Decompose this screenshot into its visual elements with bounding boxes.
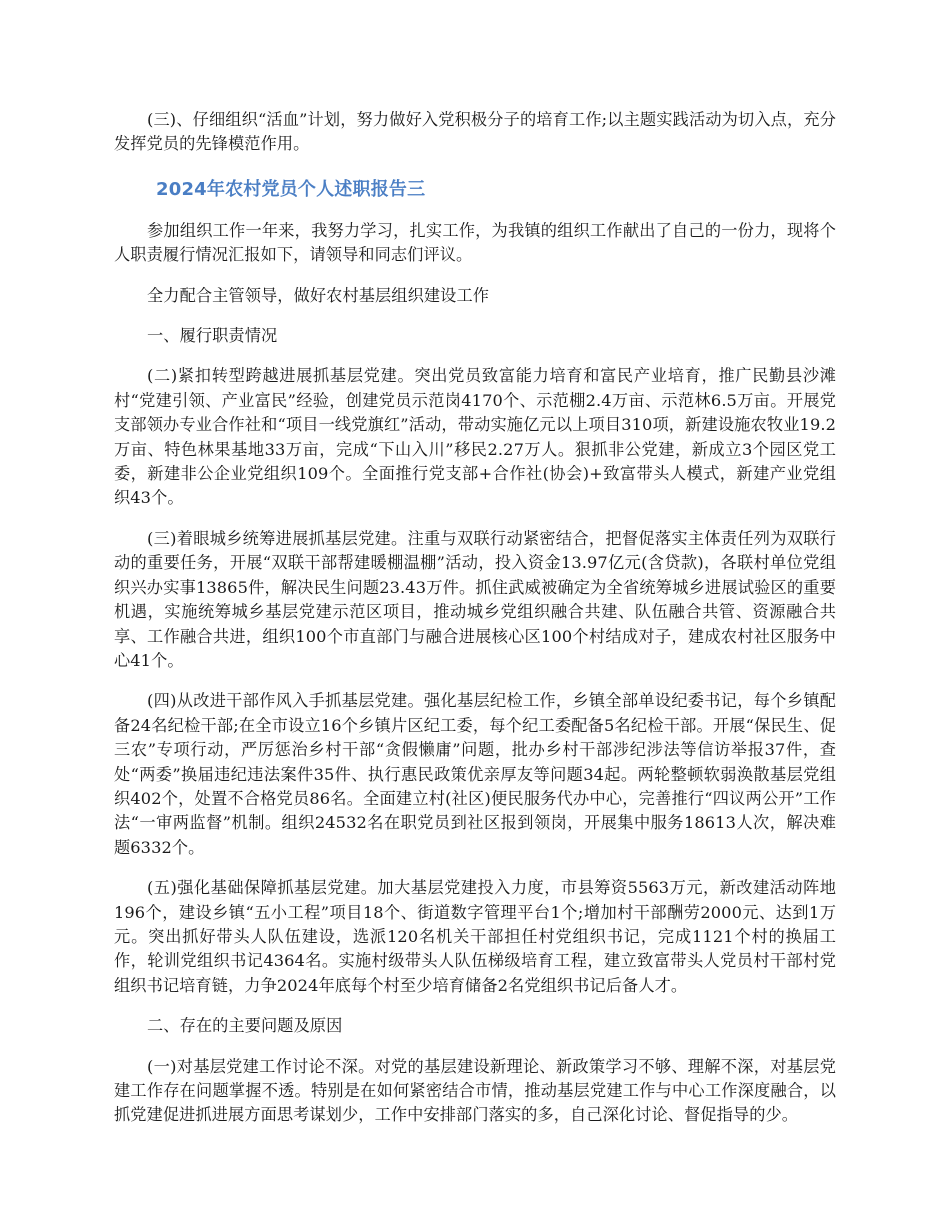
body-paragraph-item-2: (二)紧扣转型跨越进展抓基层党建。突出党员致富能力培育和富民产业培育，推广民勤县沙滩村“党建引领、产业富民”经验，创建党员示范岗4170个、示范棚2.4万亩、示范林6.5万亩。开展党支部领办专业合作社和“项目一线党旗红”活动，带动实施亿元以上项目310项，新建设施农牧业19.2万亩、特色林果基地33万亩，完成“下山入川”移民2.27万人。狠抓非公党建，新成立3个园区党工委，新建非公企业党组织109个。全面推行党支部+合作社(协会)+致富带头人模式，新建产业党组织43个。 [114,366,836,508]
body-paragraph-item-5: (五)强化基础保障抓基层党建。加大基层党建投入力度，市县筹资5563万元，新改建活动阵地196个，建设乡镇“五小工程”项目18个、街道数字管理平台1个;增加村干部酬劳2000元、达到1万元。突出抓好带头人队伍建设，选派120名机关干部担任村党组织书记，完成1121个村的换届工作，轮训党组织书记4364名。实施村级带头人队伍梯级培育工程，建立致富带头人党员村干部村党组织书记培育链，力争2024年底每个村至少培育储备2名党组织书记后备人才。 [114,878,836,995]
section-title-duties: 一、履行职责情况 [147,326,278,346]
body-paragraph-item-3: (三)着眼城乡统筹进展抓基层党建。注重与双联行动紧密结合，把督促落实主体责任列为双联行动的重要任务，开展“双联干部帮建暖棚温棚”活动，投入资金13.97亿元(含贷款)，各联村单位党组织兴办实事13865件，解决民生问题23.43万件。抓住武威被确定为全省统筹城乡进展试验区的重要机遇，实施统筹城乡基层党建示范区项目，推动城乡党组织融合共建、队伍融合共管、资源融合共享、工作融合共进，组织100个市直部门与融合进展核心区100个村结成对子，建成农村社区服务中心41个。 [114,528,836,670]
intro-paragraph: (三)、仔细组织“活血”计划，努力做好入党积极分子的培育工作;以主题实践活动为切入点，充分发挥党员的先锋模范作用。 [114,110,836,154]
body-paragraph-subtitle: 全力配合主管领导，做好农村基层组织建设工作 [147,285,490,305]
body-paragraph-opening: 参加组织工作一年来，我努力学习，扎实工作，为我镇的组织工作献出了自己的一份力，现将个人职责履行情况汇报如下，请领导和同志们评议。 [114,220,836,265]
section-heading: 2024年农村党员个人述职报告三 [156,178,426,200]
section-title-problems: 二、存在的主要问题及原因 [147,1016,343,1036]
body-paragraph-problem-1: (一)对基层党建工作讨论不深。对党的基层建设新理论、新政策学习不够、理解不深，对基层党建工作存在问题掌握不透。特别是在如何紧密结合市情，推动基层党建工作与中心工作深度融合，以抓党建促进抓进展方面思考谋划少，工作中安排部门落实的多，自己深化讨论、督促指导的少。 [114,1056,836,1125]
body-paragraph-item-4: (四)从改进干部作风入手抓基层党建。强化基层纪检工作，乡镇全部单设纪委书记，每个乡镇配备24名纪检干部;在全市设立16个乡镇片区纪工委，每个纪工委配备5名纪检干部。开展“保民生、促三农”专项行动，严厉惩治乡村干部“贪假懒庸”问题，批办乡村干部涉纪涉法等信访举报37件，查处“两委”换届违纪违法案件35件、执行惠民政策优亲厚友等问题34起。两轮整顿软弱涣散基层党组织402个，处置不合格党员86名。全面建立村(社区)便民服务代办中心，完善推行“四议两公开”工作法“一审两监督”机制。组织24532名在职党员到社区报到领岗，开展集中服务18613人次，解决难题6332个。 [114,691,836,857]
